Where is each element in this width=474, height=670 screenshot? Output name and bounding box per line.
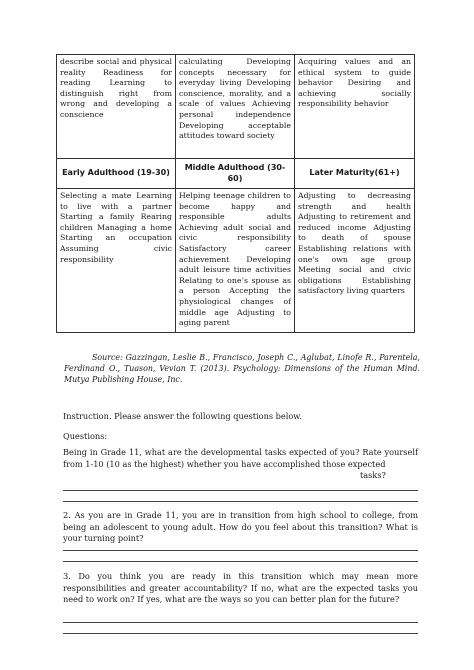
table-cell: calculating Developing concepts necessary for everyday living Developing conscience, morality, and a scale of values Achieving personal independence Developing acceptable attitudes toward society — [176, 55, 295, 159]
question-2: 2. As you are in Grade 11, you are in transition from high school to college, from being an adolescent to young adult. How do you feel about this transition? What is your turning point? — [63, 510, 418, 544]
table-row — [57, 55, 415, 159]
answer-line-1b[interactable] — [63, 501, 418, 502]
question-1-text: Being in Grade 11, what are the developmental tasks expected of you? Rate yourself from 1-10 (10 as the highest) whether you have accomplished those expected — [63, 447, 418, 469]
answer-line-2b[interactable] — [63, 561, 418, 562]
header-later-maturity: Later Maturity(61+) — [295, 159, 415, 189]
table-cell: describe social and physical reality Readiness for reading Learning to distinguish right from wrong and developing a conscience — [57, 55, 176, 159]
developmental-tasks-table — [56, 54, 415, 333]
table-cell: Helping teenage children to become happy and responsible adults Achieving adult social and civic responsibility Satisfactory career achievement Developing adult leisure time activities Relating to one’s spouse as a person Accepting the physiological changes of middle age Adjusting to aging parent — [176, 189, 295, 333]
header-middle-adulthood: Middle Adulthood (30-60) — [176, 159, 295, 189]
table-cell: Adjusting to decreasing strength and health Adjusting to retirement and reduced income Adjusting to death of spouse Establishing relations with one’s own age group Meeting social and civic obligations Establishing satisfactory living quarters — [295, 189, 415, 333]
answer-line-3b[interactable] — [63, 633, 418, 634]
answer-line-2[interactable] — [63, 550, 418, 551]
instruction-text: Instruction. Please answer the following questions below. — [63, 411, 302, 421]
answer-line-1[interactable] — [63, 490, 418, 491]
table-cell: Selecting a mate Learning to live with a partner Starting a family Rearing children Managing a home Starting an occupation Assuming civic responsibility — [57, 189, 176, 333]
questions-label: Questions: — [63, 431, 108, 441]
question-1-tail: tasks? — [360, 470, 386, 480]
answer-line-3[interactable] — [63, 622, 418, 623]
table-cell: Acquiring values and an ethical system to guide behavior Desiring and achieving socially responsibility behavior — [295, 55, 415, 159]
table-row — [57, 189, 415, 333]
table-header-row — [57, 159, 415, 189]
question-1 — [63, 447, 418, 470]
source-citation: Source: Gazzingan, Leslie B., Francisco, Joseph C., Aglubat, Linofe R., Parentela, Ferdinand O., Tuason, Vevian T. (2013). Psychology: Dimensions of the Human Mind. Mutya Publishing House, Inc. — [64, 353, 420, 384]
question-3: 3. Do you think you are ready in this transition which may mean more responsibilities and greater accountability? If no, what are the expected tasks you need to work on? If yes, what are the ways so you can better plan for the future? — [63, 571, 418, 605]
header-early-adulthood: Early Adulthood (19-30) — [57, 159, 176, 189]
